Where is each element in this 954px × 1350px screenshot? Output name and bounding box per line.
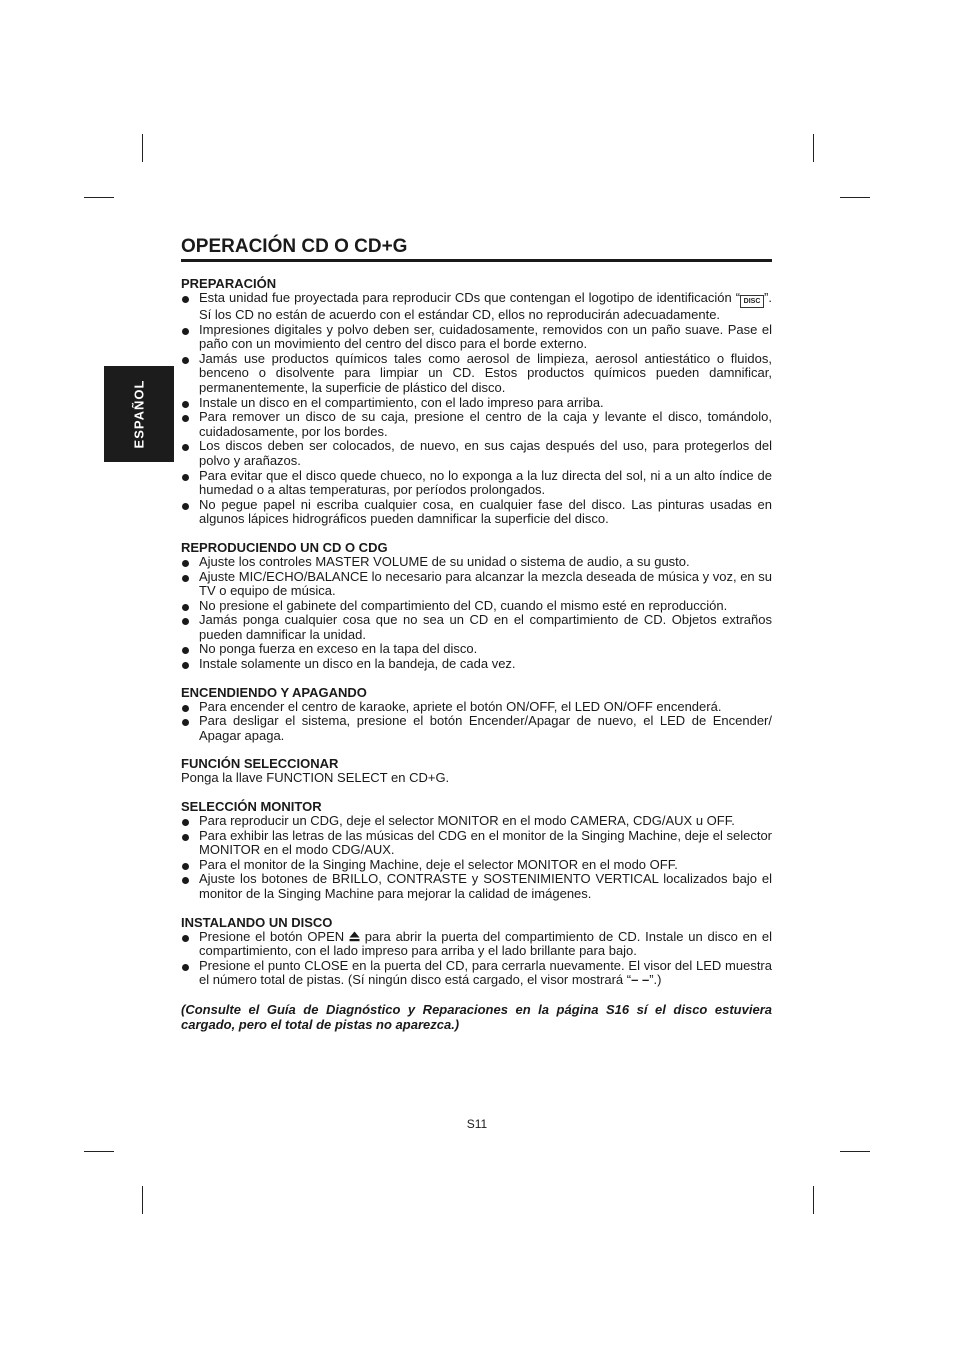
- list-item: [181, 959, 772, 988]
- bullet-list: [181, 291, 772, 527]
- section-text: Ponga la llave FUNCTION SELECT en CD+G.: [181, 770, 450, 786]
- list-item: No ponga fuerza en exceso en la tapa del disco.: [181, 642, 772, 657]
- list-item: Para exhibir las letras de las músicas del CDG en el monitor de la Singing Machine, deje el selector MONITOR en el modo CDG/AUX.: [181, 829, 772, 858]
- crop-mark: [84, 1151, 114, 1152]
- crop-mark: [142, 134, 143, 162]
- language-tab: [104, 366, 174, 462]
- list-item: [181, 291, 772, 323]
- list-item-text: ”. Sí los CD no están de acuerdo con el estándar CD, ellos no reproducirán adecuadamente.: [199, 290, 772, 322]
- list-item: Ajuste los botones de BRILLO, CONTRASTE y SOSTENIMIENTO VERTICAL localizados bajo el monitor de la Singing Machine para mejorar la calidad de imágenes.: [181, 872, 772, 901]
- crop-mark: [813, 1186, 814, 1214]
- list-item: Ajuste los controles MASTER VOLUME de su unidad o sistema de audio, a su gusto.: [181, 555, 772, 570]
- list-item: Jamás ponga cualquier cosa que no sea un CD en el compartimiento de CD. Objetos extraños pueden damnificar la unidad.: [181, 613, 772, 642]
- section-heading: PREPARACIÓN: [181, 276, 277, 291]
- section-instalando: [181, 915, 772, 988]
- led-display-dashes: – –: [631, 972, 650, 988]
- page-number: S11: [466, 1117, 488, 1131]
- eject-icon: [349, 931, 360, 942]
- list-item: Ajuste MIC/ECHO/BALANCE lo necesario para alcanzar la mezcla deseada de música y voz, en su TV o equipo de música.: [181, 570, 772, 599]
- list-item: Para desligar el sistema, presione el botón Encender/Apagar de nuevo, el LED de Encender/ Apagar apaga.: [181, 714, 772, 743]
- page-content: [181, 236, 772, 1045]
- list-item-text: ”.): [649, 972, 662, 988]
- bullet-list: [181, 555, 772, 672]
- troubleshooting-note: (Consulte el Guía de Diagnóstico y Reparaciones en la página S16 sí el disco estuviera cargado, pero el total de pistas no aparezca.): [181, 1001, 772, 1032]
- bullet-list: [181, 930, 772, 988]
- crop-mark: [84, 197, 114, 198]
- compact-disc-logo-icon: DISC: [740, 295, 764, 308]
- section-heading: ENCENDIENDO Y APAGANDO: [181, 684, 367, 700]
- list-item: Para remover un disco de su caja, presione el centro de la caja y levante el disco, tomándolo, cuidadosamente, por los bordes.: [181, 410, 772, 439]
- list-item-text: Presione el punto CLOSE en la puerta del CD, para cerrarla nuevamente. El visor del LED muestra el número total de pistas. (Sí ningún disco está cargado, el visor mostrará “: [199, 957, 772, 988]
- list-item-text: Presione el botón OPEN: [199, 928, 345, 944]
- section-heading: SELECCIÓN MONITOR: [181, 799, 322, 815]
- section-encendiendo: [181, 685, 772, 744]
- crop-mark: [840, 197, 870, 198]
- list-item: Jamás use productos químicos tales como aerosol de limpieza, aerosol antiestático o fluidos, benceno o disolvente para limpiar un CD. Estos productos químicos pueden damnificar, permanentemente, la superficie de plástico del disco.: [181, 352, 772, 396]
- crop-mark: [840, 1151, 870, 1152]
- list-item: Instale solamente un disco en la bandeja, de cada vez.: [181, 657, 772, 672]
- section-preparacion: [181, 276, 772, 527]
- page-title: OPERACIÓN CD O CD+G: [181, 236, 772, 262]
- section-heading: REPRODUCIENDO UN CD O CDG: [181, 539, 388, 555]
- crop-mark: [142, 1186, 143, 1214]
- list-item: Los discos deben ser colocados, de nuevo, en sus cajas después del uso, para protegerlos del polvo y arañazos.: [181, 439, 772, 468]
- list-item: [181, 930, 772, 959]
- list-item: Impresiones digitales y polvo deben ser, cuidadosamente, removidos con un paño suave. Pase el paño con un movimiento del centro del disco para el borde externo.: [181, 323, 772, 352]
- section-heading: INSTALANDO UN DISCO: [181, 914, 333, 930]
- list-item: Para evitar que el disco quede chueco, no lo exponga a la luz directa del sol, ni a un alto índice de humedad o a altas temperaturas, por períodos prolongados.: [181, 469, 772, 498]
- list-item: Instale un disco en el compartimiento, con el lado impreso para arriba.: [181, 396, 772, 411]
- section-heading: FUNCIÓN SELECCIONAR: [181, 756, 339, 772]
- list-item: No presione el gabinete del compartimiento del CD, cuando el mismo esté en reproducción.: [181, 599, 772, 614]
- crop-mark: [813, 134, 814, 162]
- list-item: Para reproducir un CDG, deje el selector MONITOR en el modo CAMERA, CDG/AUX u OFF.: [181, 814, 772, 829]
- section-monitor: [181, 799, 772, 902]
- language-tab-label: ESPAÑOL: [131, 379, 147, 449]
- bullet-list: [181, 814, 772, 902]
- list-item-text: para abrir la puerta del compartimiento de CD. Instale un disco en el compartimiento, con el lado impreso para arriba y el lado brillante para bajo.: [199, 928, 772, 959]
- section-funcion: [181, 756, 772, 786]
- list-item: Para encender el centro de karaoke, apriete el botón ON/OFF, el LED ON/OFF encenderá.: [181, 700, 772, 715]
- list-item-text: Esta unidad fue proyectada para reproducir CDs que contengan el logotipo de identificación “: [199, 290, 741, 305]
- section-reproduciendo: [181, 540, 772, 672]
- bullet-list: [181, 700, 772, 744]
- list-item: Para el monitor de la Singing Machine, deje el selector MONITOR en el modo OFF.: [181, 858, 772, 873]
- list-item: No pegue papel ni escriba cualquier cosa, en cualquier fase del disco. Las pinturas usadas en algunos lápices hidrográficos pueden damnificar la superficie del disco.: [181, 498, 772, 527]
